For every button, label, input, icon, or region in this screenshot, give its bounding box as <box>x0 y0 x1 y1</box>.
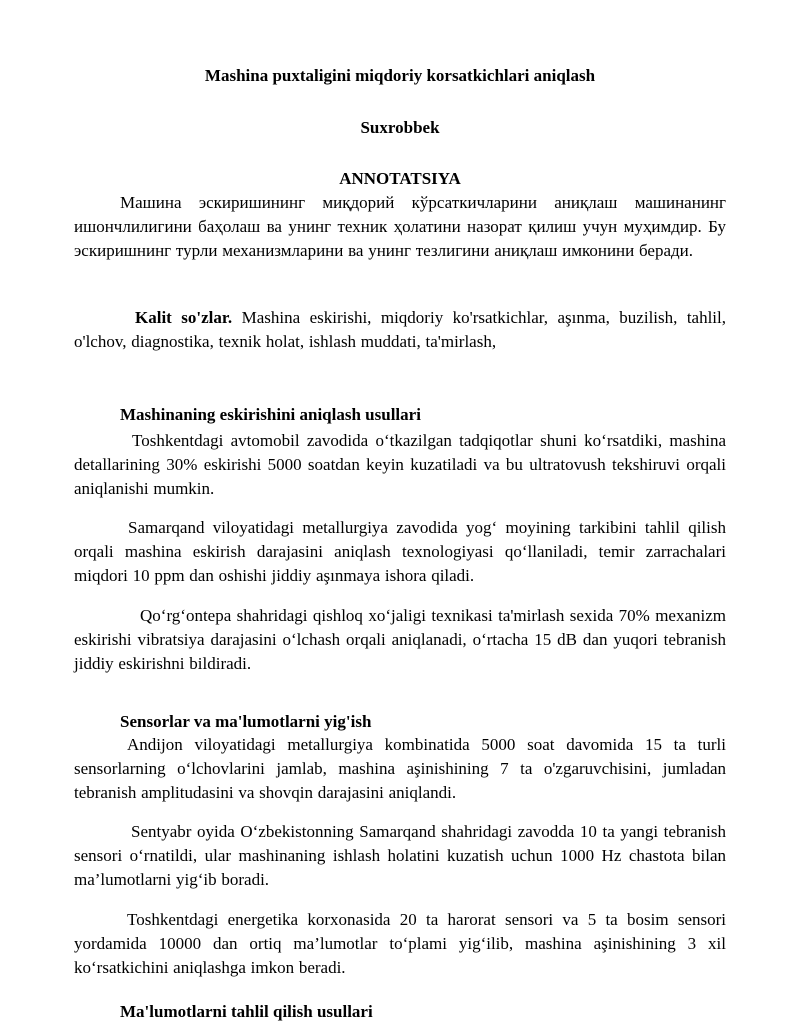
section-2-paragraph-3: Toshkentdagi energetika korxonasida 20 ta harorat sensori va 5 ta bosim sensori yordamida 10000 dan ortiq ma’lumotlar toʻplami yigʻilib, mashina aşinishining 3 xil koʻrsatkichini aniqlashga imkon beradi. <box>74 910 726 978</box>
document-title: Mashina puxtaligini miqdoriy korsatkichlari aniqlash <box>204 66 596 85</box>
section-2-paragraph-1: Andijon viloyatidagi metallurgiya kombinatida 5000 soat davomida 15 ta turli sensorlarning oʻlchovlarini jamlab, mashina aşinishining 7 ta o'zgaruvchisini, jumladan tebranish amplitudasini va shovqin darajasini aniqlandi. <box>74 735 726 803</box>
document-author: Suxrobbek <box>360 118 440 137</box>
keywords-paragraph <box>74 306 726 354</box>
annotation-heading: ANNOTATSIYA <box>339 169 461 188</box>
section-2-paragraph-2: Sentyabr oyida Oʻzbekistonning Samarqand shahridagi zavodda 10 ta yangi tebranish sensori oʻrnatildi, ular mashinaning ishlash holatini kuzatish uchun 1000 Hz chastota bilan ma’lumotlarni yigʻib boradi. <box>74 822 726 890</box>
section-heading-2: Sensorlar va ma'lumotlarni yig'ish <box>120 712 372 731</box>
section-1-paragraph-1: Toshkentdagi avtomobil zavodida oʻtkazilgan tadqiqotlar shuni koʻrsatdiki, mashina detallarining 30% eskirishi 5000 soatdan keyin kuzatiladi va bu ultratovush tekshiruvi orqali aniqlanishi mumkin. <box>74 431 726 499</box>
keywords-text: Mashina eskirishi, miqdoriy ko'rsatkichlar, aşınma, buzilish, tahlil, o'lchov, diagnostika, texnik holat, ishlash muddati, ta'mirlash, <box>74 308 727 352</box>
section-heading-1: Mashinaning eskirishini aniqlash usullari <box>120 405 421 424</box>
section-1-paragraph-3: Qoʻrgʻontepa shahridagi qishloq xoʻjaligi texnikasi ta'mirlash sexida 70% mexanizm eskirishi vibratsiya darajasini oʻlchash orqali aniqlanadi, oʻrtacha 15 dB dan yuqori tebranish jiddiy eskirishni bildiradi. <box>74 606 726 674</box>
section-heading-3: Ma'lumotlarni tahlil qilish usullari <box>120 1002 373 1021</box>
section-1-paragraph-2: Samarqand viloyatidagi metallurgiya zavodida yogʻ moyining tarkibini tahlil qilish orqali mashina eskirish darajasini aniqlash texnologiyasi qoʻllaniladi, temir zarrachalari miqdori 10 ppm dan oshishi jiddiy aşınmaya ishora qiladi. <box>74 518 726 586</box>
annotation-text: Машина эскиришининг миқдорий кўрсаткичларини аниқлаш машинанинг ишончлилигини баҳолаш ва унинг техник ҳолатини назорат қилиш учун муҳимдир. Бу эскиришнинг турли механизмларини ва унинг тезлигини аниқлаш имконини беради. <box>74 193 726 261</box>
keywords-label: Kalit so'zlar. <box>135 308 233 327</box>
